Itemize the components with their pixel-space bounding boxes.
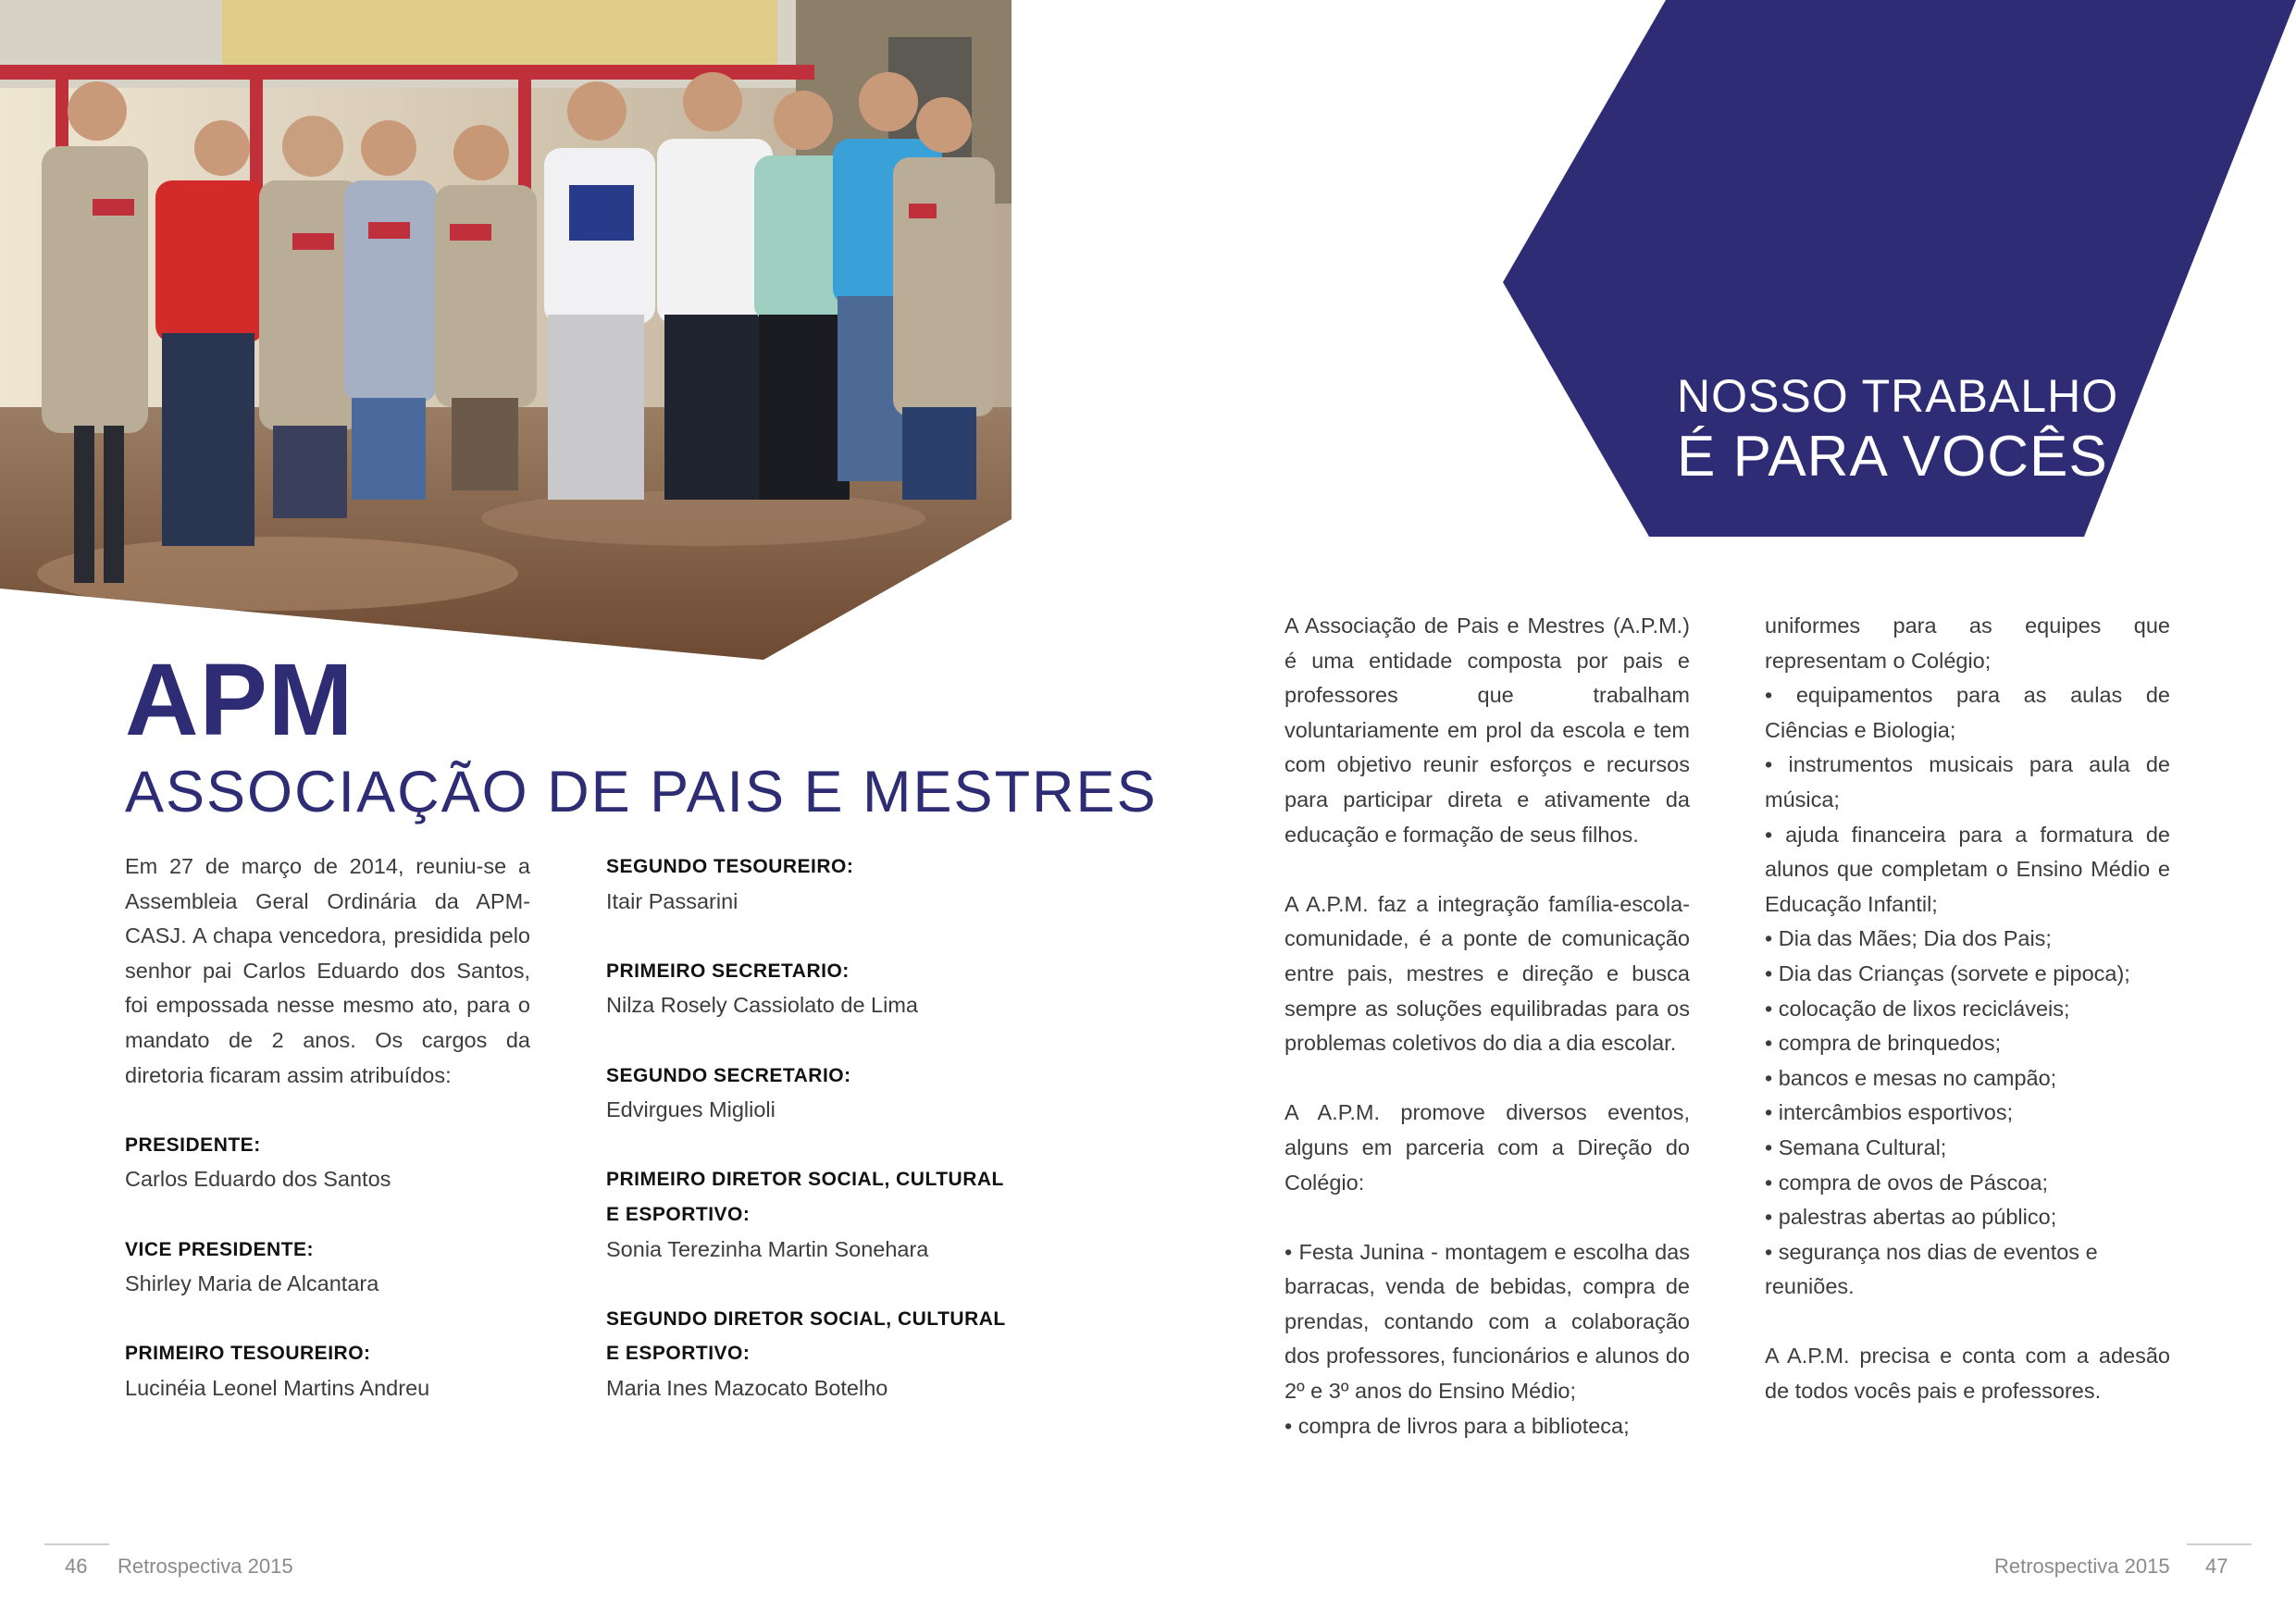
- role-label: PRESIDENTE:: [125, 1134, 261, 1156]
- section-heading-line1: NOSSO TRABALHO: [1677, 370, 2119, 422]
- list-item: • palestras abertas ao público;: [1765, 1205, 2057, 1230]
- section-heading: [1677, 370, 2119, 489]
- page-number-left: 46: [65, 1555, 88, 1578]
- closing-paragraph: A A.P.M. precisa e conta com a adesão de todos vocês pais e professores.: [1765, 1344, 2170, 1404]
- list-item: • segurança nos dias de eventos e reuniões.: [1765, 1239, 2098, 1299]
- publication-name-left: Retrospectiva 2015: [118, 1555, 293, 1578]
- list-item: uniformes para as equipes que representam o Colégio;: [1765, 613, 2170, 673]
- list-item: • Semana Cultural;: [1765, 1134, 1947, 1159]
- board-column-2: [606, 849, 1011, 1406]
- paragraph-about: A Associação de Pais e Mestres (A.P.M.) é uma entidade composta por pais e professores que trabalham voluntariamente em prol da escola e tem com objetivo reunir esforços e recursos para participar direta e ativamente da educação e formação de seus filhos.: [1285, 613, 1690, 847]
- member-name: Maria Ines Mazocato Botelho: [606, 1375, 888, 1400]
- list-item: • Dia das Crianças (sorvete e pipoca);: [1765, 960, 2130, 985]
- list-item: • bancos e mesas no campão;: [1765, 1065, 2057, 1090]
- footer-rule-right: [2187, 1543, 2252, 1545]
- role-label: PRIMEIRO DIRETOR SOCIAL, CULTURAL E ESPORTIVO:: [606, 1169, 1004, 1225]
- publication-name-right: Retrospectiva 2015: [1994, 1555, 2170, 1578]
- member-name: Sonia Terezinha Martin Sonehara: [606, 1236, 929, 1261]
- list-item: • Dia das Mães; Dia dos Pais;: [1765, 926, 2052, 951]
- paragraph-events: A A.P.M. promove diversos eventos, alguns em parceria com a Direção do Colégio:: [1285, 1100, 1690, 1195]
- text-column-4: [1765, 609, 2170, 1409]
- list-item: • instrumentos musicais para aula de música;: [1765, 752, 2170, 812]
- role-label: SEGUNDO DIRETOR SOCIAL, CULTURAL E ESPORTIVO:: [606, 1307, 1006, 1365]
- list-item: • equipamentos para as aulas de Ciências e Biologia;: [1765, 683, 2170, 742]
- intro-paragraph: Em 27 de março de 2014, reuniu-se a Assembleia Geral Ordinária da APM-CASJ. A chapa vencedora, presidida pelo senhor pai Carlos Eduardo dos Santos, foi empossada nesse mesmo ato, para o mandato de 2 anos. Os cargos da diretoria ficaram assim atribuídos:: [125, 854, 530, 1087]
- list-item: • colocação de lixos recicláveis;: [1765, 996, 2070, 1021]
- member-name: Shirley Maria de Alcantara: [125, 1271, 379, 1296]
- text-column-3: [1285, 609, 1690, 1443]
- member-name: Itair Passarini: [606, 888, 738, 913]
- member-name: Lucinéia Leonel Martins Andreu: [125, 1375, 430, 1400]
- role-label: SEGUNDO SECRETARIO:: [606, 1064, 851, 1086]
- list-item: • intercâmbios esportivos;: [1765, 1100, 2014, 1125]
- footer-rule-left: [44, 1543, 109, 1545]
- group-photo: [0, 0, 1011, 660]
- member-name: Carlos Eduardo dos Santos: [125, 1167, 391, 1192]
- list-item: • Festa Junina - montagem e escolha das barracas, venda de bebidas, compra de prendas, contando com a colaboração dos professores, funcionários e alunos do 2º e 3º anos do Ensino Médio;: [1285, 1239, 1690, 1404]
- list-item: • compra de brinquedos;: [1765, 1031, 2002, 1056]
- section-heading-line2: É PARA VOCÊS: [1677, 425, 2108, 489]
- page-title: APM: [125, 643, 354, 757]
- member-name: Nilza Rosely Cassiolato de Lima: [606, 993, 918, 1018]
- role-label: SEGUNDO TESOUREIRO:: [606, 856, 854, 877]
- page-number-right: 47: [2205, 1555, 2228, 1578]
- role-label: VICE PRESIDENTE:: [125, 1238, 315, 1260]
- role-label: PRIMEIRO TESOUREIRO:: [125, 1343, 371, 1365]
- paragraph-integration: A A.P.M. faz a integração família-escola-comunidade, é a ponte de comunicação entre pais, mestres e direção e busca sempre as soluções equilibradas para os problemas coletivos do dia a dia escolar.: [1285, 891, 1690, 1056]
- list-item: • compra de livros para a biblioteca;: [1285, 1413, 1630, 1438]
- list-item: • compra de ovos de Páscoa;: [1765, 1170, 2049, 1195]
- role-label: PRIMEIRO SECRETARIO:: [606, 960, 850, 982]
- list-item: • ajuda financeira para a formatura de alunos que completam o Ensino Médio e Educação Infantil;: [1765, 822, 2170, 916]
- board-column-1: [125, 849, 530, 1406]
- page-subtitle: ASSOCIAÇÃO DE PAIS E MESTRES: [125, 760, 1158, 824]
- member-name: Edvirgues Miglioli: [606, 1097, 776, 1122]
